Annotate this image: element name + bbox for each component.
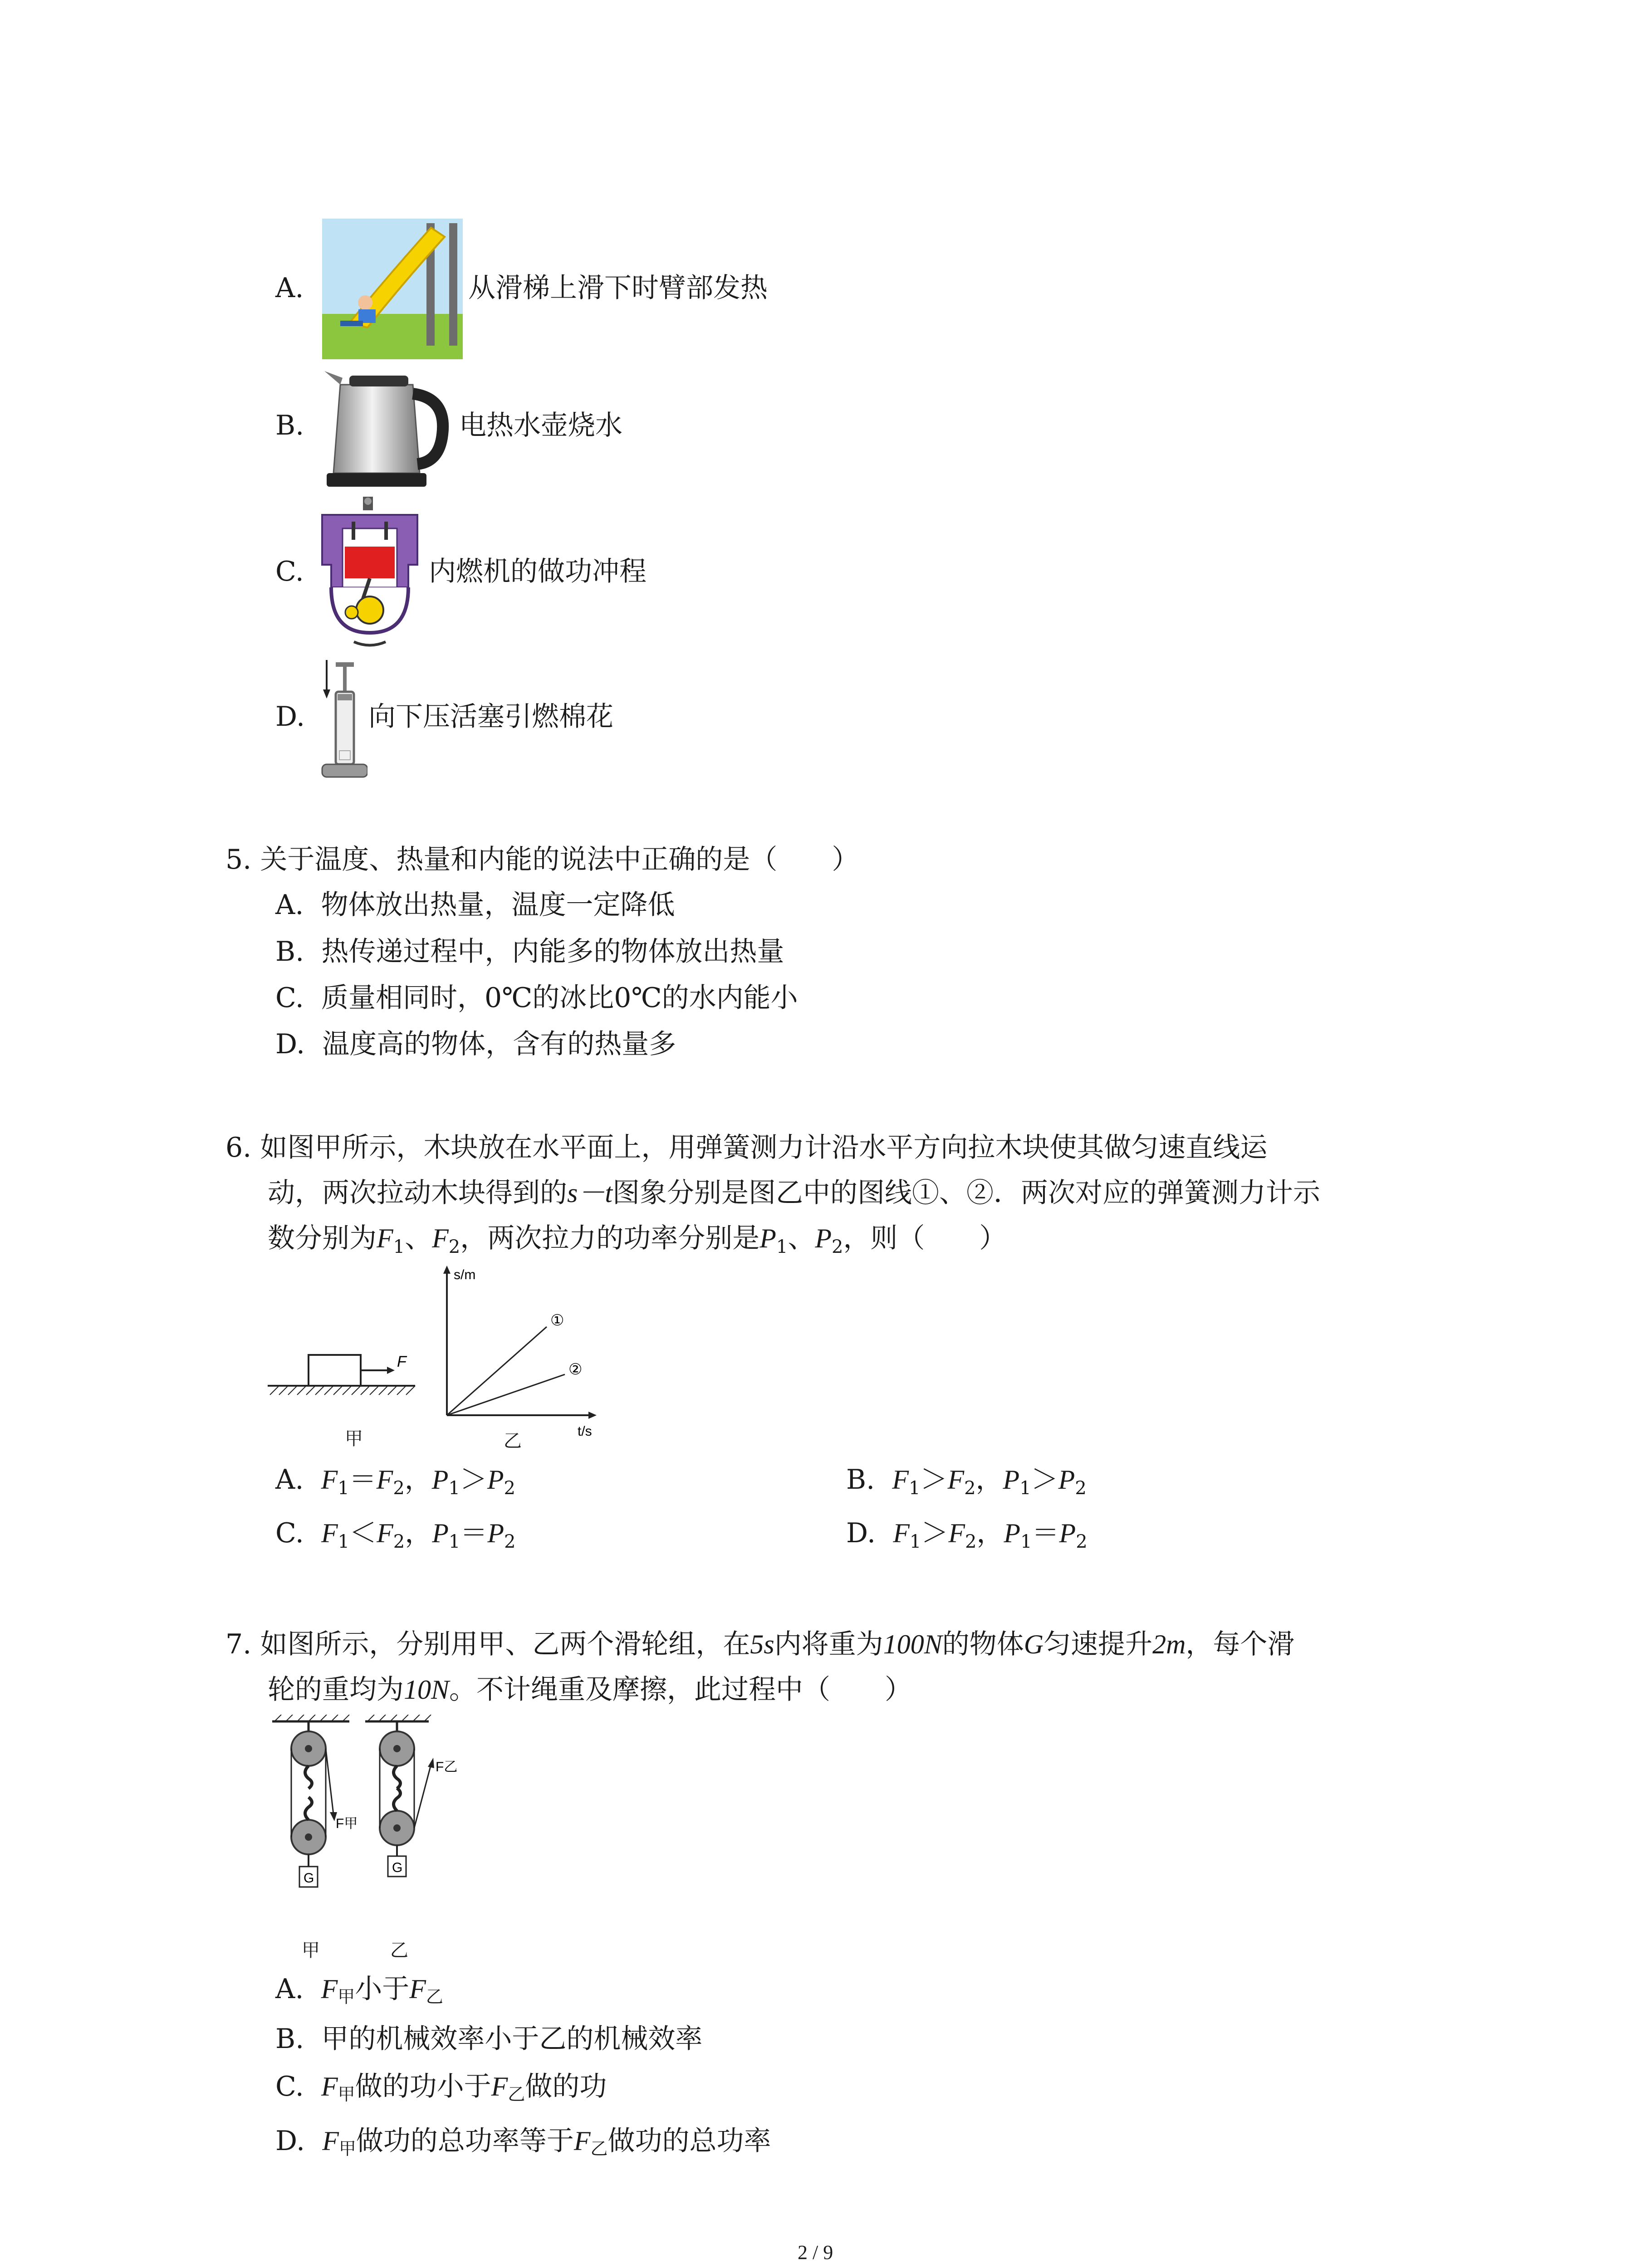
q6-figure-jia <box>265 1327 420 1408</box>
q4-option-b-letter: B. <box>275 410 304 441</box>
q4-option-a-letter: A. <box>275 272 304 304</box>
q6-stem-line3: 数分别为$F_1$、$F_2$，两次拉力的功率分别是$P_1$、$P_2$，则（ ） <box>268 1222 1007 1257</box>
q6-stem-line1: 6. 如图甲所示，木块放在水平面上，用弹簧测力计沿水平方向拉木块使其做匀速直线运 <box>225 1132 1268 1163</box>
q4-option-b-text: 电热水壶烧水 <box>459 410 622 441</box>
q7-figure-yi-label: 乙 <box>390 1941 408 1960</box>
q5-option-c: C. 质量相同时，0℃的冰比0℃的水内能小 <box>275 982 798 1014</box>
q7-stem-line2: 轮的重均为10N。不计绳重及摩擦，此过程中（ ） <box>268 1674 912 1706</box>
q4-option-c-letter: C. <box>275 556 304 587</box>
q7-stem-line1: 7. 如图所示，分别用甲、乙两个滑轮组，在5s内将重为100N的物体G匀速提升2m，每个滑 <box>225 1628 1295 1660</box>
q6-figure-jia-label: 甲 <box>345 1429 363 1449</box>
pulley-set-yi <box>365 1715 457 1877</box>
line-2-label: ② <box>568 1361 583 1378</box>
q6-option-a: A. $F_1=F_2$，$P_1>P_2$ <box>275 1464 515 1499</box>
x-axis-label: t/s <box>578 1424 592 1439</box>
q6-figure-yi-graph <box>433 1266 606 1447</box>
electric-kettle-illustration <box>322 367 449 490</box>
q7-option-d: D. F甲做功的总功率等于F乙做功的总功率 <box>275 2125 771 2159</box>
q7-option-c: C. F甲做的功小于F乙做的功 <box>275 2071 607 2104</box>
q7-option-b: B. 甲的机械效率小于乙的机械效率 <box>275 2023 703 2055</box>
q4-option-d-text: 向下压活塞引燃棉花 <box>368 701 613 733</box>
wood-block <box>309 1355 361 1386</box>
q5-option-a: A. 物体放出热量，温度一定降低 <box>275 889 675 921</box>
force-label-yi: F乙 <box>436 1760 458 1774</box>
q5-option-b: B. 热传递过程中，内能多的物体放出热量 <box>275 936 784 968</box>
pulley-set-jia <box>272 1715 358 1887</box>
q6-option-c: C. $F_1<F_2$，$P_1=P_2$ <box>275 1517 516 1552</box>
q6-option-b: B. $F_1>F_2$，$P_1>P_2$ <box>846 1464 1087 1499</box>
force-label-jia: F甲 <box>336 1816 358 1831</box>
line-1 <box>447 1327 547 1415</box>
q5-option-d: D. 温度高的物体，含有的热量多 <box>275 1028 676 1060</box>
weight-label-jia: G <box>304 1871 314 1886</box>
piston-cotton-illustration <box>318 658 367 780</box>
y-axis-label: s/m <box>454 1267 476 1282</box>
q6-figure-yi-label: 乙 <box>504 1431 522 1451</box>
ground-hatch <box>270 1386 415 1395</box>
weight-label-yi: G <box>392 1860 403 1875</box>
page-number: 2 / 9 <box>798 2241 833 2263</box>
q4-option-d-letter: D. <box>275 701 305 733</box>
q7-option-a: A. F甲小于F乙 <box>275 1973 443 2007</box>
line-1-label: ① <box>550 1312 564 1329</box>
q5-stem: 5. 关于温度、热量和内能的说法中正确的是（ ） <box>225 844 859 875</box>
q4-option-a-text: 从滑梯上滑下时臂部发热 <box>468 272 768 304</box>
q6-stem-line2: 动，两次拉动木块得到的s－t图象分别是图乙中的图线①、②．两次对应的弹簧测力计示 <box>268 1177 1321 1209</box>
q7-pulley-figures <box>265 1715 474 1932</box>
line-2 <box>447 1374 565 1415</box>
force-label: F <box>397 1353 407 1370</box>
q4-option-c-text: 内燃机的做功冲程 <box>429 556 647 587</box>
q7-figure-jia-label: 甲 <box>302 1941 320 1960</box>
q6-option-d: D. $F_1>F_2$，$P_1=P_2$ <box>846 1517 1087 1552</box>
engine-power-stroke-illustration <box>318 497 422 651</box>
slide-illustration <box>322 219 463 359</box>
